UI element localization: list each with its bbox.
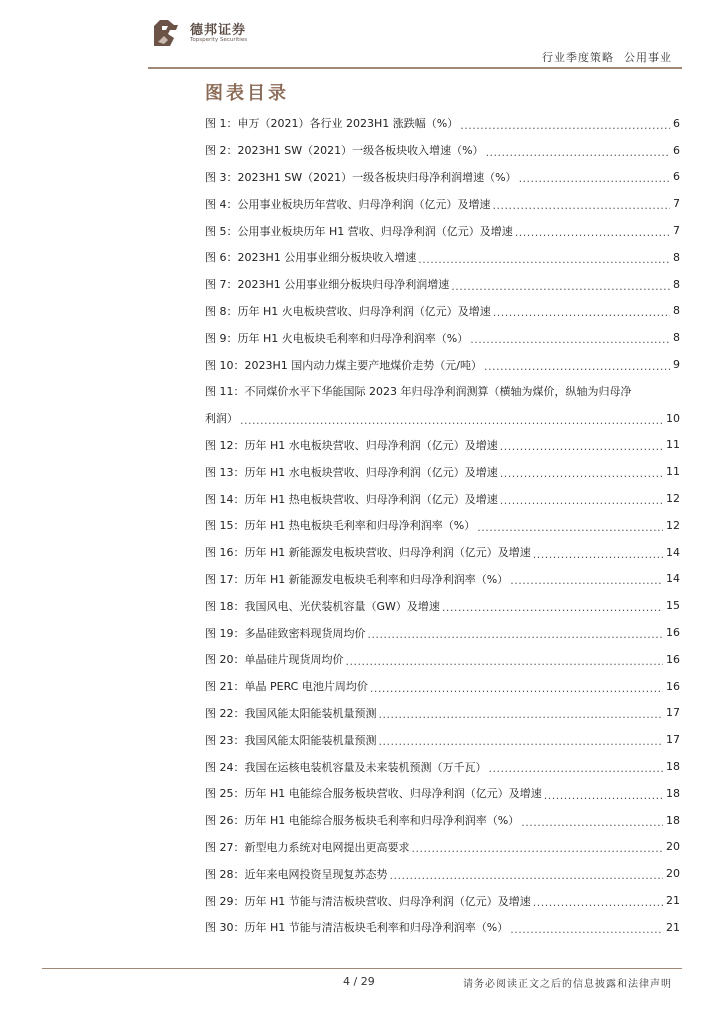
toc-entry-page: 16 xyxy=(666,652,680,666)
toc-entry-label: 图 29：历年 H1 节能与清洁板块营收、归母净利润（亿元）及增速 xyxy=(205,894,531,908)
toc-entry-page: 21 xyxy=(666,894,680,907)
toc-leader-dots xyxy=(493,199,671,212)
toc-entry[interactable] xyxy=(205,271,680,298)
toc-leader-dots xyxy=(477,521,663,534)
toc-leader-dots xyxy=(368,628,664,641)
toc-entry[interactable] xyxy=(205,860,680,887)
toc-entry[interactable] xyxy=(205,378,680,405)
brand-name-en: Topsperity Securities xyxy=(190,37,248,43)
report-type: 行业季度策略 xyxy=(542,51,614,64)
toc-entry-label: 图 10：2023H1 国内动力煤主要产地煤价走势（元/吨） xyxy=(205,358,482,372)
toc-entry-label: 图 27：新型电力系统对电网提出更高要求 xyxy=(205,840,410,854)
toc-list xyxy=(205,110,680,941)
toc-entry-page: 11 xyxy=(666,438,680,452)
toc-entry[interactable] xyxy=(205,432,680,459)
toc-entry-page: 6 xyxy=(673,170,680,184)
toc-entry-page: 6 xyxy=(673,143,680,157)
page-number: 4 / 29 xyxy=(343,975,375,988)
toc-entry-page: 9 xyxy=(673,358,680,372)
toc-leader-dots xyxy=(412,842,664,855)
toc-leader-dots xyxy=(533,548,663,561)
toc-leader-dots xyxy=(544,789,663,802)
brand-name-cn: 德邦证券 xyxy=(190,23,247,38)
toc-entry-label: 图 7：2023H1 公用事业细分板块归母净利润增速 xyxy=(205,278,450,292)
toc-entry-label: 图 20：单晶硅片现货周均价 xyxy=(205,653,344,667)
toc-entry-label: 图 4：公用事业板块历年营收、归母净利润（亿元）及增速 xyxy=(205,197,491,211)
toc-entry[interactable] xyxy=(205,807,680,834)
toc-entry[interactable] xyxy=(205,110,680,137)
toc-entry-label: 图 16：历年 H1 新能源发电板块营收、归母净利润（亿元）及增速 xyxy=(205,546,531,560)
toc-entry[interactable] xyxy=(205,217,680,244)
toc-entry-page: 18 xyxy=(666,786,680,800)
toc-entry[interactable] xyxy=(205,190,680,217)
toc-entry-page: 20 xyxy=(666,840,680,854)
toc-entry[interactable] xyxy=(205,834,680,861)
toc-entry-page: 8 xyxy=(673,277,680,291)
toc-entry-page: 20 xyxy=(666,867,680,881)
report-tag xyxy=(532,49,672,65)
toc-entry-label: 图 19：多晶硅致密料现货周均价 xyxy=(205,626,366,640)
toc-entry-page: 17 xyxy=(666,733,680,747)
toc-leader-dots xyxy=(240,414,663,427)
header-divider xyxy=(148,67,682,69)
toc-leader-dots xyxy=(484,360,670,373)
toc-leader-dots xyxy=(390,869,664,882)
toc-entry-page: 7 xyxy=(673,197,680,211)
toc-entry-page: 8 xyxy=(673,250,680,264)
toc-entry-page: 14 xyxy=(666,572,680,586)
toc-entry-label: 图 24：我国在运核电装机容量及未来装机预测（万千瓦） xyxy=(205,760,487,774)
toc-entry[interactable] xyxy=(205,244,680,271)
toc-entry-label: 图 11：不同煤价水平下华能国际 2023 年归母净利润测算（横轴为煤价，纵轴为归母净 xyxy=(205,385,632,399)
toc-entry-label: 图 12：历年 H1 水电板块营收、归母净利润（亿元）及增速 xyxy=(205,438,498,452)
toc-leader-dots xyxy=(442,601,663,614)
toc-entry-label: 图 13：历年 H1 水电板块营收、归母净利润（亿元）及增速 xyxy=(205,465,498,479)
toc-entry[interactable] xyxy=(205,753,680,780)
toc-entry[interactable] xyxy=(205,673,680,700)
toc-leader-dots xyxy=(500,440,663,453)
page-header xyxy=(0,0,724,70)
toc-title: 图表目录 xyxy=(205,83,289,104)
footer-disclaimer: 请务必阅读正文之后的信息披露和法律声明 xyxy=(463,979,672,990)
toc-entry-label: 图 18：我国风电、光伏装机容量（GW）及增速 xyxy=(205,599,440,613)
toc-entry-label: 图 9：历年 H1 火电板块毛利率和归母净利润率（%） xyxy=(205,331,469,345)
toc-entry[interactable] xyxy=(205,592,680,619)
toc-leader-dots xyxy=(379,735,664,748)
toc-entry-label: 图 8：历年 H1 火电板块营收、归母净利润（亿元）及增速 xyxy=(205,304,491,318)
toc-leader-dots xyxy=(500,467,663,480)
toc-entry-page: 8 xyxy=(673,304,680,318)
toc-entry-label: 图 6：2023H1 公用事业细分板块收入增速 xyxy=(205,251,417,265)
toc-entry-label: 图 26：历年 H1 电能综合服务板块毛利率和归母净利润率（%） xyxy=(205,814,520,828)
toc-entry-page: 10 xyxy=(666,411,680,425)
toc-leader-dots xyxy=(379,708,664,721)
toc-leader-dots xyxy=(515,226,670,239)
toc-entry-page: 17 xyxy=(666,706,680,720)
toc-entry[interactable] xyxy=(205,137,680,164)
toc-entry-label: 利润） xyxy=(205,412,238,426)
toc-entry-page: 15 xyxy=(666,599,680,613)
toc-entry[interactable] xyxy=(205,646,680,673)
toc-entry-label: 图 2：2023H1 SW（2021）一级各板块收入增速（%） xyxy=(205,144,484,158)
toc-entry-label: 图 28：近年来电网投资呈现复苏态势 xyxy=(205,867,388,881)
toc-entry-page: 16 xyxy=(666,679,680,693)
toc-entry[interactable] xyxy=(205,539,680,566)
toc-leader-dots xyxy=(451,280,670,293)
toc-leader-dots xyxy=(486,146,670,159)
toc-entry[interactable] xyxy=(205,887,680,914)
toc-entry[interactable] xyxy=(205,566,680,593)
toc-leader-dots xyxy=(493,306,670,319)
toc-entry-label: 图 23：我国风能太阳能装机量预测 xyxy=(205,733,377,747)
report-sector: 公用事业 xyxy=(624,51,672,64)
toc-entry-page: 7 xyxy=(673,224,680,238)
toc-entry-page: 11 xyxy=(666,465,680,479)
toc-entry-page: 6 xyxy=(673,116,680,130)
toc-entry[interactable] xyxy=(205,298,680,325)
toc-entry[interactable] xyxy=(205,164,680,191)
footer-divider xyxy=(42,968,682,969)
toc-entry-page: 12 xyxy=(666,518,680,532)
toc-entry[interactable] xyxy=(205,780,680,807)
toc-entry[interactable] xyxy=(205,485,680,512)
toc-entry-page: 16 xyxy=(666,626,680,640)
toc-entry-page: 14 xyxy=(666,545,680,559)
toc-leader-dots xyxy=(500,494,663,507)
toc-entry[interactable] xyxy=(205,726,680,753)
toc-entry-label: 图 25：历年 H1 电能综合服务板块营收、归母净利润（亿元）及增速 xyxy=(205,787,542,801)
toc-entry-label: 图 1：申万（2021）各行业 2023H1 涨跌幅（%） xyxy=(205,117,459,131)
toc-leader-dots xyxy=(489,762,664,775)
toc-entry-label: 图 14：历年 H1 热电板块营收、归母净利润（亿元）及增速 xyxy=(205,492,498,506)
toc-entry[interactable] xyxy=(205,619,680,646)
toc-leader-dots xyxy=(418,253,670,266)
toc-entry[interactable] xyxy=(205,458,680,485)
toc-leader-dots xyxy=(521,816,663,829)
toc-leader-dots xyxy=(460,119,670,132)
toc-entry-page: 12 xyxy=(666,492,680,506)
toc-entry[interactable] xyxy=(205,405,680,432)
toc-leader-dots xyxy=(519,172,670,185)
toc-entry[interactable] xyxy=(205,512,680,539)
toc-entry-label: 图 22：我国风能太阳能装机量预测 xyxy=(205,706,377,720)
toc-leader-dots xyxy=(370,682,663,695)
toc-entry-label: 图 5：公用事业板块历年 H1 营收、归母净利润（亿元）及增速 xyxy=(205,224,513,238)
toc-entry-label: 图 30：历年 H1 节能与清洁板块毛利率和归母净利润率（%） xyxy=(205,921,509,935)
toc-entry-label: 图 3：2023H1 SW（2021）一级各板块归母净利润增速（%） xyxy=(205,170,517,184)
toc-leader-dots xyxy=(533,896,663,909)
toc-entry-label: 图 21：单晶 PERC 电池片周均价 xyxy=(205,680,368,694)
toc-entry-page: 18 xyxy=(666,813,680,827)
company-logo-icon xyxy=(148,16,184,52)
toc-entry-page: 21 xyxy=(666,920,680,934)
toc-entry-label: 图 15：历年 H1 热电板块毛利率和归母净利润率（%） xyxy=(205,519,476,533)
toc-leader-dots xyxy=(510,574,663,587)
toc-leader-dots xyxy=(470,333,670,346)
toc-entry[interactable] xyxy=(205,324,680,351)
toc-leader-dots xyxy=(346,655,664,668)
toc-entry[interactable] xyxy=(205,914,680,941)
toc-entry-label: 图 17：历年 H1 新能源发电板块毛利率和归母净利润率（%） xyxy=(205,572,509,586)
toc-leader-dots xyxy=(510,923,663,936)
toc-entry[interactable] xyxy=(205,351,680,378)
toc-entry[interactable] xyxy=(205,700,680,727)
toc-entry-page: 8 xyxy=(673,331,680,345)
toc-entry-page: 18 xyxy=(666,760,680,774)
